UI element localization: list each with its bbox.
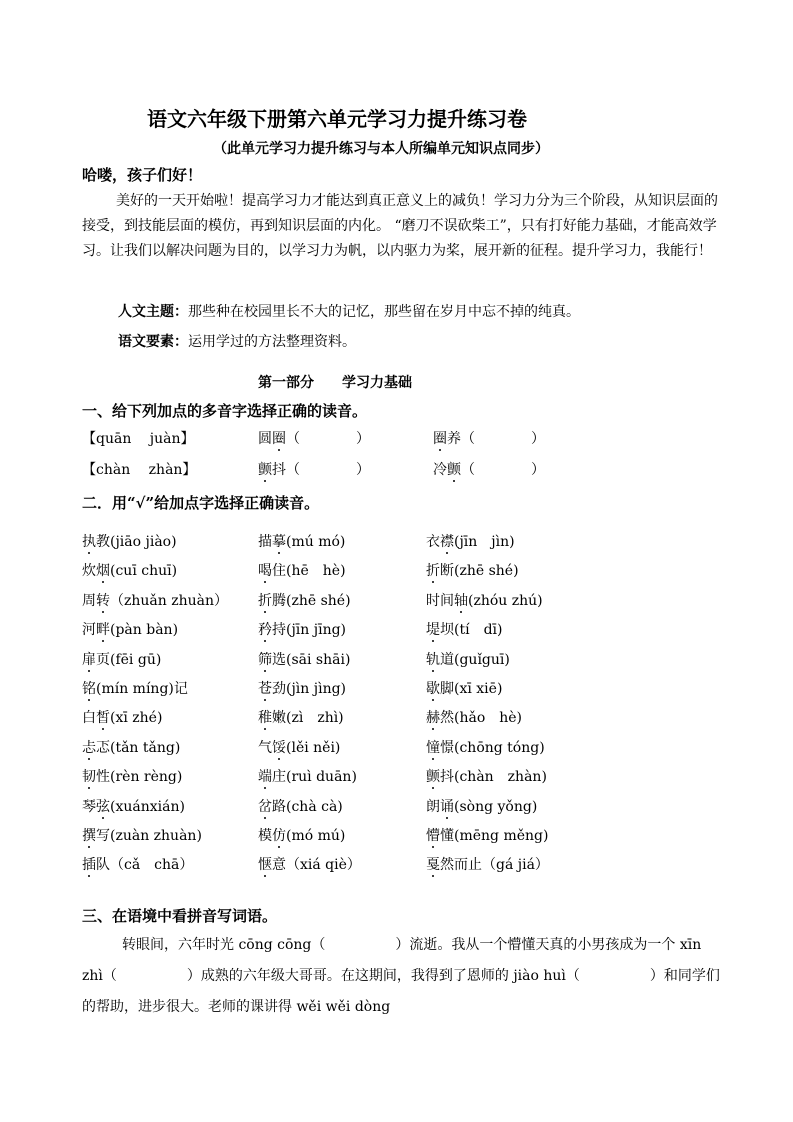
dotted-char: 惬 — [258, 854, 272, 874]
dotted-char: 圈 — [272, 428, 286, 448]
item-text: 懂(mēng měng) — [440, 828, 549, 844]
item-text: 劲(jìn jìng) — [272, 681, 347, 697]
item-text: 脚(xī xiē) — [440, 681, 503, 697]
q2-item — [82, 560, 177, 580]
intro-paragraph: 美好的一天开始啦！提高学习力才能达到真正意义上的减负！学习力分为三个阶段，从知识层面的接受，到技能层面的模仿，再到知识层面的内化。 “磨刀不误砍柴工”，只有打好能力基础，才能高效学习。让我们以解决问题为目的，以学习力为帆，以内驱力为桨，展开新的征程。提升学习力，我能行！ — [82, 193, 718, 259]
dotted-char: 铭 — [82, 678, 96, 698]
item-text: 路(chà cà) — [272, 799, 343, 815]
q2-item — [426, 649, 510, 669]
item-text: 气 — [258, 740, 272, 756]
item-text: 周 — [82, 593, 96, 609]
item-text: (cuī chuī) — [110, 563, 178, 579]
dotted-char: 转 — [96, 590, 110, 610]
item-text: 坝(tí dī) — [440, 622, 503, 638]
dotted-char: 岔 — [258, 796, 272, 816]
dotted-char: 插 — [82, 854, 96, 874]
q2-item — [258, 766, 357, 786]
q3-paragraph: 转眼间，六年时光 cōng cōng（ ）流逝。我从一个懵懂天真的小男孩成为一个 xīn zhì（ ）成熟的六年级大哥哥。在这期间，我得到了恩师的 jiào huì（ ）和同学们的帮助，进步很大。老师的课讲得 wěi wěi dòng — [82, 937, 720, 1015]
q3-title: 三、在语境中看拼音写词语。 — [82, 907, 278, 925]
item-text: 嫩(zì zhì) — [272, 710, 344, 726]
dotted-char: 轴 — [454, 590, 468, 610]
item-text: 住(hē hè) — [272, 563, 346, 579]
q2-item — [426, 531, 515, 551]
q2-item — [426, 560, 519, 580]
item-text: 琴 — [82, 799, 96, 815]
item-text: 炊 — [82, 563, 96, 579]
q2-item — [426, 766, 547, 786]
dotted-char: 烟 — [96, 560, 110, 580]
dotted-char: 赫 — [426, 707, 440, 727]
item-text: 写(zuàn zhuàn) — [96, 828, 202, 844]
q1-item — [433, 428, 545, 448]
item-text: 养（ ） — [447, 431, 545, 447]
item-text: 教(jiāo jiào) — [96, 534, 177, 550]
item-text: 河 — [82, 622, 96, 638]
dotted-char: 韧 — [82, 766, 96, 786]
dotted-char: 戛 — [426, 854, 440, 874]
item-text: 然而止（gá jiá） — [440, 857, 549, 873]
item-text: 憬(chōng tóng) — [440, 740, 545, 756]
q2-item — [426, 707, 522, 727]
q2-item — [82, 854, 193, 874]
dotted-char: 憧 — [426, 737, 440, 757]
dotted-char: 颤 — [447, 459, 461, 479]
dotted-char: 轨 — [426, 649, 440, 669]
dotted-char: 端 — [258, 766, 272, 786]
item-text: 抖（ ） — [272, 462, 370, 478]
dotted-char: 摹 — [272, 531, 286, 551]
q2-item — [82, 796, 185, 816]
q1-item — [258, 428, 370, 448]
dotted-char: 颤 — [258, 459, 272, 479]
item-text: 持(jīn jīng) — [272, 622, 347, 638]
q2-item — [426, 678, 502, 698]
dotted-char: 馁 — [272, 737, 286, 757]
item-text: （ ） — [286, 431, 370, 447]
item-text: 页(fēi gū) — [96, 652, 162, 668]
item-text: 断(zhē shé) — [440, 563, 519, 579]
item-text: 衣 — [426, 534, 440, 550]
dotted-char: 执 — [82, 531, 96, 551]
dotted-char: 苍 — [258, 678, 272, 698]
dotted-char: 懵 — [426, 825, 440, 845]
part-title: 学习力基础 — [342, 375, 412, 391]
q1-options: 【quān juàn】 — [82, 431, 195, 447]
dotted-char: 颤 — [426, 766, 440, 786]
q2-item — [258, 590, 351, 610]
item-text: (zhóu zhú) — [468, 593, 543, 609]
dotted-char: 歇 — [426, 678, 440, 698]
dotted-char: 矜 — [258, 619, 272, 639]
item-text: 忑(tǎn tǎng) — [96, 740, 181, 756]
q2-item — [258, 619, 346, 639]
item-text: 庄(ruì duān) — [272, 769, 357, 785]
item-text: (mú mó) — [286, 534, 346, 550]
q2-item — [426, 796, 537, 816]
element-line — [118, 331, 356, 351]
part-heading — [258, 372, 412, 392]
item-text: 朗 — [426, 799, 440, 815]
item-text: (xī zhé) — [110, 710, 163, 726]
theme-line — [118, 301, 580, 321]
dotted-char: 圈 — [433, 428, 447, 448]
item-text: (xuánxián) — [110, 799, 185, 815]
q2-item — [258, 854, 361, 874]
item-text: （ ） — [461, 462, 545, 478]
item-text: 圆 — [258, 431, 272, 447]
dotted-char: 折 — [258, 590, 272, 610]
q2-item — [258, 560, 346, 580]
q2-item — [258, 649, 350, 669]
dotted-char: 畔 — [96, 619, 110, 639]
dotted-char: 筛 — [258, 649, 272, 669]
q2-item — [426, 854, 549, 874]
greeting: 哈喽，孩子们好！ — [82, 166, 203, 184]
q2-item — [258, 737, 340, 757]
item-text: 选(sāi shāi) — [272, 652, 351, 668]
item-text: (pàn bàn) — [110, 622, 179, 638]
q2-item — [82, 766, 182, 786]
q2-item — [82, 649, 161, 669]
item-text: 道(guǐguī) — [440, 652, 510, 668]
page-title: 语文六年级下册第六单元学习力提升练习卷 — [147, 107, 527, 131]
dotted-char: 皙 — [96, 707, 110, 727]
theme-text: 那些种在校园里长不大的记忆，那些留在岁月中忘不掉的纯真。 — [188, 304, 580, 320]
q2-item — [258, 707, 344, 727]
q2-item — [82, 619, 178, 639]
item-text: 腾(zhē shé) — [272, 593, 351, 609]
item-text: 模 — [258, 828, 272, 844]
dotted-char: 襟 — [440, 531, 454, 551]
q2-item — [82, 590, 228, 610]
q2-item — [82, 737, 180, 757]
q2-item — [426, 619, 502, 639]
dotted-char: 折 — [426, 560, 440, 580]
q2-item — [426, 825, 548, 845]
item-text: 白 — [82, 710, 96, 726]
item-text: 意（xiá qiè） — [272, 857, 361, 873]
item-text: 队（cǎ chā） — [96, 857, 194, 873]
item-text: (mó mú) — [286, 828, 346, 844]
q2-item — [258, 678, 346, 698]
item-text: (jīn jìn) — [454, 534, 515, 550]
q2-item — [258, 825, 345, 845]
part-name: 第一部分 — [258, 375, 314, 391]
dotted-char: 喝 — [258, 560, 272, 580]
item-text: 抖(chàn zhàn) — [440, 769, 547, 785]
q1-title: 一、给下列加点的多音字选择正确的读音。 — [82, 402, 368, 420]
item-text: 时间 — [426, 593, 454, 609]
q2-item — [258, 531, 345, 551]
q2-item — [82, 707, 162, 727]
theme-label: 人文主题： — [118, 304, 188, 320]
dotted-char: 弦 — [96, 796, 110, 816]
item-text: 冷 — [433, 462, 447, 478]
dotted-char: 扉 — [82, 649, 96, 669]
item-text: （zhuǎn zhuàn） — [110, 593, 228, 609]
q2-item — [82, 825, 202, 845]
q2-title: 二．用“√”给加点字选择正确读音。 — [82, 494, 320, 512]
q2-item — [426, 737, 545, 757]
q2-item — [82, 531, 177, 551]
page-subtitle: （此单元学习力提升练习与本人所编单元知识点同步） — [213, 141, 549, 157]
item-text: (sòng yǒng) — [454, 799, 538, 815]
q2-item — [82, 678, 188, 698]
q1-item — [258, 459, 370, 479]
element-text: 运用学过的方法整理资料。 — [188, 334, 356, 350]
q2-item — [426, 590, 543, 610]
dotted-char: 撰 — [82, 825, 96, 845]
item-text: (lěi něi) — [286, 740, 341, 756]
item-text: 然(hǎo hè) — [440, 710, 523, 726]
q1-item — [433, 459, 545, 479]
dotted-char: 诵 — [440, 796, 454, 816]
dotted-char: 仿 — [272, 825, 286, 845]
dotted-char: 堤 — [426, 619, 440, 639]
item-text: 描 — [258, 534, 272, 550]
dotted-char: 稚 — [258, 707, 272, 727]
dotted-char: 忐 — [82, 737, 96, 757]
q2-item — [258, 796, 343, 816]
element-label: 语文要素： — [118, 334, 188, 350]
item-text: 性(rèn rèng) — [96, 769, 183, 785]
q1-options: 【chàn zhàn】 — [82, 462, 197, 478]
item-text: (mín míng)记 — [96, 681, 188, 697]
